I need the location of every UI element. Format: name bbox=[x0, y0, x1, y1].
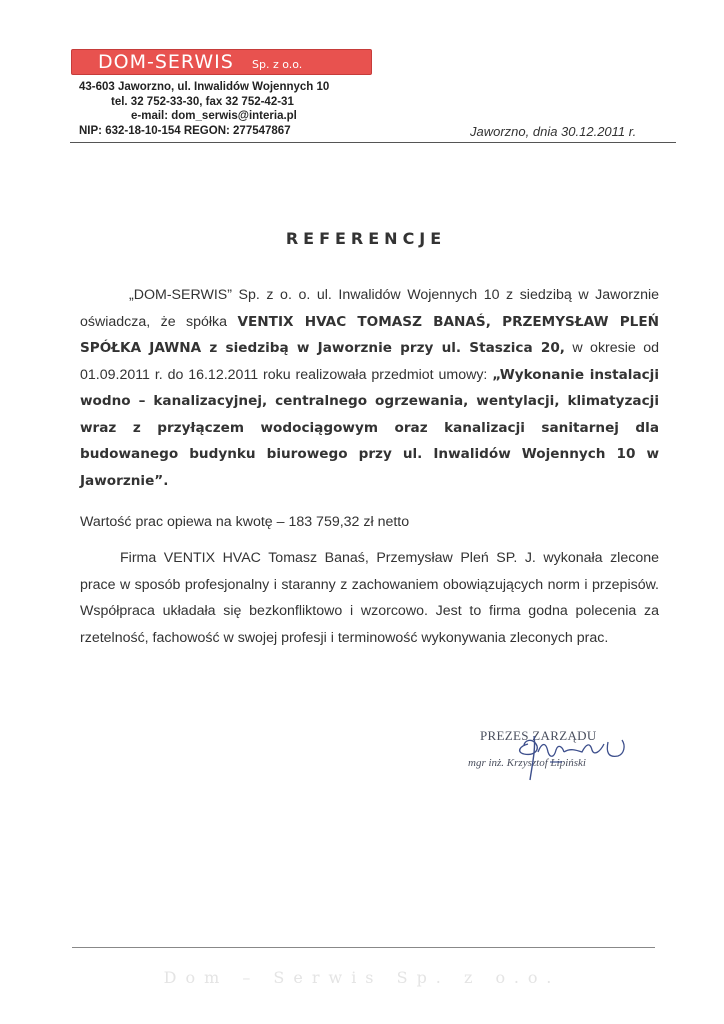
company-logo bbox=[71, 49, 372, 75]
footer-divider bbox=[72, 947, 655, 948]
logo-company-suffix: Sp. z o.o. bbox=[252, 58, 303, 71]
statement-period: w okresie od 01.09.2011 r. do 16.12.2011 roku realizowała przedmiot umowy: bbox=[80, 340, 659, 383]
contract-subject: „Wykonanie instalacji wodno – kanalizacyjnej, centralnego ogrzewania, wentylacji, klimatyzacji wraz z przyłączem wodociągowym oraz kanalizacji sanitarnej dla budowanego budynku biurowego przy ul. Inwalidów Wojennych 10 w Jaworznie”. bbox=[80, 366, 659, 489]
place-date: Jaworzno, dnia 30.12.2011 r. bbox=[470, 124, 637, 139]
footer-company-name: Dom – Serwis Sp. z o.o. bbox=[163, 968, 561, 987]
paragraph-statement bbox=[80, 282, 659, 494]
paragraph-value: Wartość prac opiewa na kwotę – 183 759,32 zł netto bbox=[80, 514, 410, 530]
logo-company-name: DOM-SERWIS bbox=[98, 51, 234, 73]
header-divider bbox=[70, 142, 676, 143]
contractor-name: VENTIX HVAC TOMASZ BANAŚ, PRZEMYSŁAW PLEŃ SPÓŁKA JAWNA z siedzibą w Jaworznie przy ul. Staszica 20, bbox=[80, 313, 659, 356]
handwritten-signature bbox=[490, 722, 640, 792]
company-phone-fax: tel. 32 752-33-30, fax 32 752-42-31 bbox=[111, 96, 294, 108]
statement-intro: „DOM-SERWIS” Sp. z o. o. ul. Inwalidów Wojennych 10 z siedzibą w Jaworznie oświadcza, że spółka bbox=[80, 287, 659, 330]
document-title: REFERENCJE bbox=[285, 229, 447, 248]
stamp-title: PREZES ZARZĄDU bbox=[480, 728, 597, 743]
company-ids: NIP: 632-18-10-154 REGON: 277547867 bbox=[79, 125, 291, 137]
stamp-name: mgr inż. Krzysztof Lipiński bbox=[468, 757, 586, 769]
paragraph-assessment: Firma VENTIX HVAC Tomasz Banaś, Przemysław Pleń SP. J. wykonała zlecone prace w sposób profesjonalny i staranny z zachowaniem obowiązujących norm i przepisów. Współpraca układała się bezkonfliktowo i wzorcowo. Jest to firma godna polecenia za rzetelność, fachowość w swojej profesji i terminowość wykonywania zleconych prac. bbox=[80, 550, 659, 646]
company-address: 43-603 Jaworzno, ul. Inwalidów Wojennych 10 bbox=[79, 81, 330, 93]
company-email: e-mail: dom_serwis@interia.pl bbox=[131, 110, 297, 122]
